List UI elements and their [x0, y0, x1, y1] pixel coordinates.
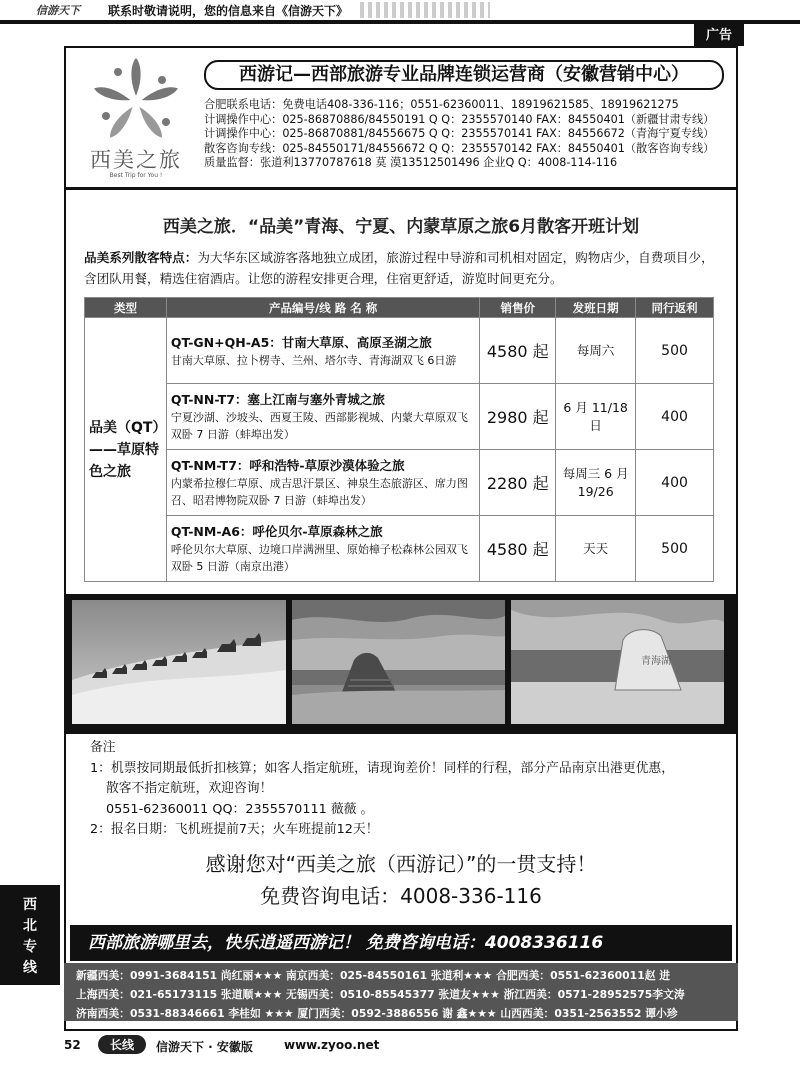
route-code: QT-NN-T7：塞上江南与塞外青城之旅: [170, 392, 385, 407]
table-row: [85, 450, 714, 516]
notes-section: [90, 738, 735, 841]
page-number: 52: [64, 1038, 81, 1052]
tour-table: [84, 297, 714, 582]
note-item: 散客不指定航班，欢迎咨询！: [106, 781, 273, 796]
note-item: 0551-62360011 QQ：2355570111 薇薇 。: [106, 801, 374, 817]
note-item: 1：机票按同期最低折扣核算；如客人指定航班，请现询差价！同样的行程，部分产品南京出港更优惠，: [90, 760, 675, 776]
table-row: [85, 318, 714, 384]
price-cell: 2980 起: [480, 384, 556, 450]
company-brand: 西美之旅: [90, 148, 182, 172]
table-header-row: [85, 298, 714, 318]
side-tab-char: 专: [23, 939, 37, 955]
rebate-cell: 500: [636, 318, 714, 384]
website-link[interactable]: www.zyoo.net: [284, 1038, 380, 1052]
decorative-pattern: [360, 2, 490, 18]
company-title: 西游记—西部旅游专业品牌连锁运营商（安徽营销中心）: [204, 60, 724, 90]
date-cell: 每周六: [556, 318, 636, 384]
branch-line: 上海西美：021-65173115 张道顺★★★ 无锡西美：0510-85545377 张道友★★★ 浙江西美：0571-28952575李文涛: [76, 988, 685, 1001]
route-cell: [166, 318, 479, 384]
thanks-block: [66, 848, 736, 912]
branch-list: [64, 963, 738, 1021]
branch-line: 济南西美：0531-88346661 李桂如 ★★★ 厦门西美：0592-3886556 谢 鑫★★★ 山西西美：0351-2563552 谭小珍: [76, 1007, 678, 1020]
stone-inscription: 青海湖: [641, 656, 671, 667]
price-cell: 2280 起: [480, 450, 556, 516]
photo-yardang: [292, 600, 505, 724]
features-text: 为大华东区域游客落地独立成团，旅游过程中导游和司机相对固定，购物店少，自费项目少，含团队用餐，精选住宿酒店。让您的游程安排更合理，住宿更舒适，游览时间更充分。: [84, 250, 714, 286]
note-item: 2：报名日期：飞机班提前7天；火车班提前12天！: [90, 822, 379, 837]
section-pill: 长线: [98, 1035, 146, 1054]
thanks-line: 感谢您对“西美之旅（西游记）”的一贯支持！: [205, 852, 597, 876]
contact-list: [204, 98, 734, 171]
magazine-logo: 信游天下: [36, 4, 80, 17]
branch-line: 新疆西美：0991-3684151 尚红丽★★★ 南京西美：025-84550161 张道利★★★ 合肥西美：0551-62360011赵 进: [76, 969, 671, 982]
price-cell: 4580 起: [480, 516, 556, 582]
route-cell: [166, 450, 479, 516]
route-desc: 甘南大草原、拉卜楞寺、兰州、塔尔寺、青海湖双飞 6日游: [170, 353, 457, 367]
top-divider: [0, 20, 800, 24]
top-strip: [0, 0, 800, 46]
rebate-cell: 500: [636, 516, 714, 582]
features-label: 品美系列散客特点：: [84, 250, 198, 265]
contact-line: 散客咨询专线：025-84550171/84556672 Q Q：2355570142 FAX：84550401（散客咨询专线）: [204, 141, 715, 155]
route-desc: 宁夏沙湖、沙坡头、西夏王陵、西部影视城、内蒙大草原双飞双卧 7 日游（蚌埠出发）: [170, 411, 468, 441]
side-tab-char: 北: [23, 918, 37, 934]
photo-qinghai-lake: [511, 600, 724, 724]
magazine-name: 信游天下 · 安徽版: [156, 1040, 253, 1054]
hotline: 免费咨询电话：4008-336-116: [260, 884, 542, 908]
route-code: QT-NM-A6：呼伦贝尔-草原森林之旅: [170, 524, 383, 539]
col-header-date: 发班日期: [556, 298, 636, 318]
contact-line: 计调操作中心：025-86870881/84556675 Q Q：2355570141 FAX：84556672（青海宁夏专线）: [204, 127, 715, 140]
side-tab-char: 线: [23, 960, 37, 976]
star-flower-icon: [72, 54, 200, 150]
company-block: [66, 48, 736, 190]
date-cell: 6 月 11/18 日: [556, 384, 636, 450]
page-footer: [64, 1035, 764, 1055]
contact-line: 合肥联系电话：免费电话408-336-116；0551-62360011、18919621585、18919621275: [204, 98, 679, 111]
route-cell: [166, 516, 479, 582]
contact-tagline: 联系时敬请说明，您的信息来自《信游天下》: [108, 4, 349, 18]
route-cell: [166, 384, 479, 450]
photo-strip: [64, 594, 738, 734]
side-tab-char: 西: [23, 897, 37, 913]
col-header-price: 销售价: [480, 298, 556, 318]
col-header-rebate: 同行返利: [636, 298, 714, 318]
date-cell: 天天: [556, 516, 636, 582]
ad-label: 广告: [694, 22, 744, 46]
table-row: [85, 516, 714, 582]
route-code: QT-NM-T7：呼和浩特-草原沙漠体验之旅: [170, 458, 405, 473]
plan-title: 西美之旅．“品美”青海、宁夏、内蒙草原之旅6月散客开班计划: [162, 217, 640, 237]
photo-camel-caravan: [72, 600, 286, 724]
col-header-type: 类型: [85, 298, 167, 318]
route-code: QT-GN+QH-A5：甘南大草原、高原圣湖之旅: [170, 334, 432, 350]
price-cell: 4580 起: [480, 318, 556, 384]
col-header-route: 产品编号/线 路 名 称: [166, 298, 479, 318]
rebate-cell: 400: [636, 450, 714, 516]
category-cell: 品美（QT）——草原特色之旅: [85, 318, 167, 582]
plan-features: [84, 247, 724, 289]
notes-title: 备注: [90, 740, 116, 755]
section-side-tab: [0, 885, 60, 985]
slogan-banner: 西部旅游哪里去，快乐逍遥西游记！ 免费咨询电话：4008336116: [70, 925, 732, 961]
company-brand-sub: Best Trip for You !: [109, 172, 163, 179]
date-cell: 每周三 6 月 19/26: [556, 450, 636, 516]
contact-line: 质量监督：张道利13770787618 莫 漠13512501496 企业Q Q：4008-114-116: [204, 156, 618, 169]
route-desc: 内蒙希拉穆仁草原、成吉思汗景区、神泉生态旅游区、席力图召、昭君博物院双卧 7 日游（蚌埠出发）: [170, 477, 468, 507]
table-row: [85, 384, 714, 450]
route-desc: 呼伦贝尔大草原、边境口岸满洲里、原始樟子松森林公园双飞双卧 5 日游（南京出港）: [170, 543, 468, 573]
rebate-cell: 400: [636, 384, 714, 450]
contact-line: 计调操作中心：025-86870886/84550191 Q Q：2355570140 FAX：84550401（新疆甘肃专线）: [204, 112, 715, 126]
